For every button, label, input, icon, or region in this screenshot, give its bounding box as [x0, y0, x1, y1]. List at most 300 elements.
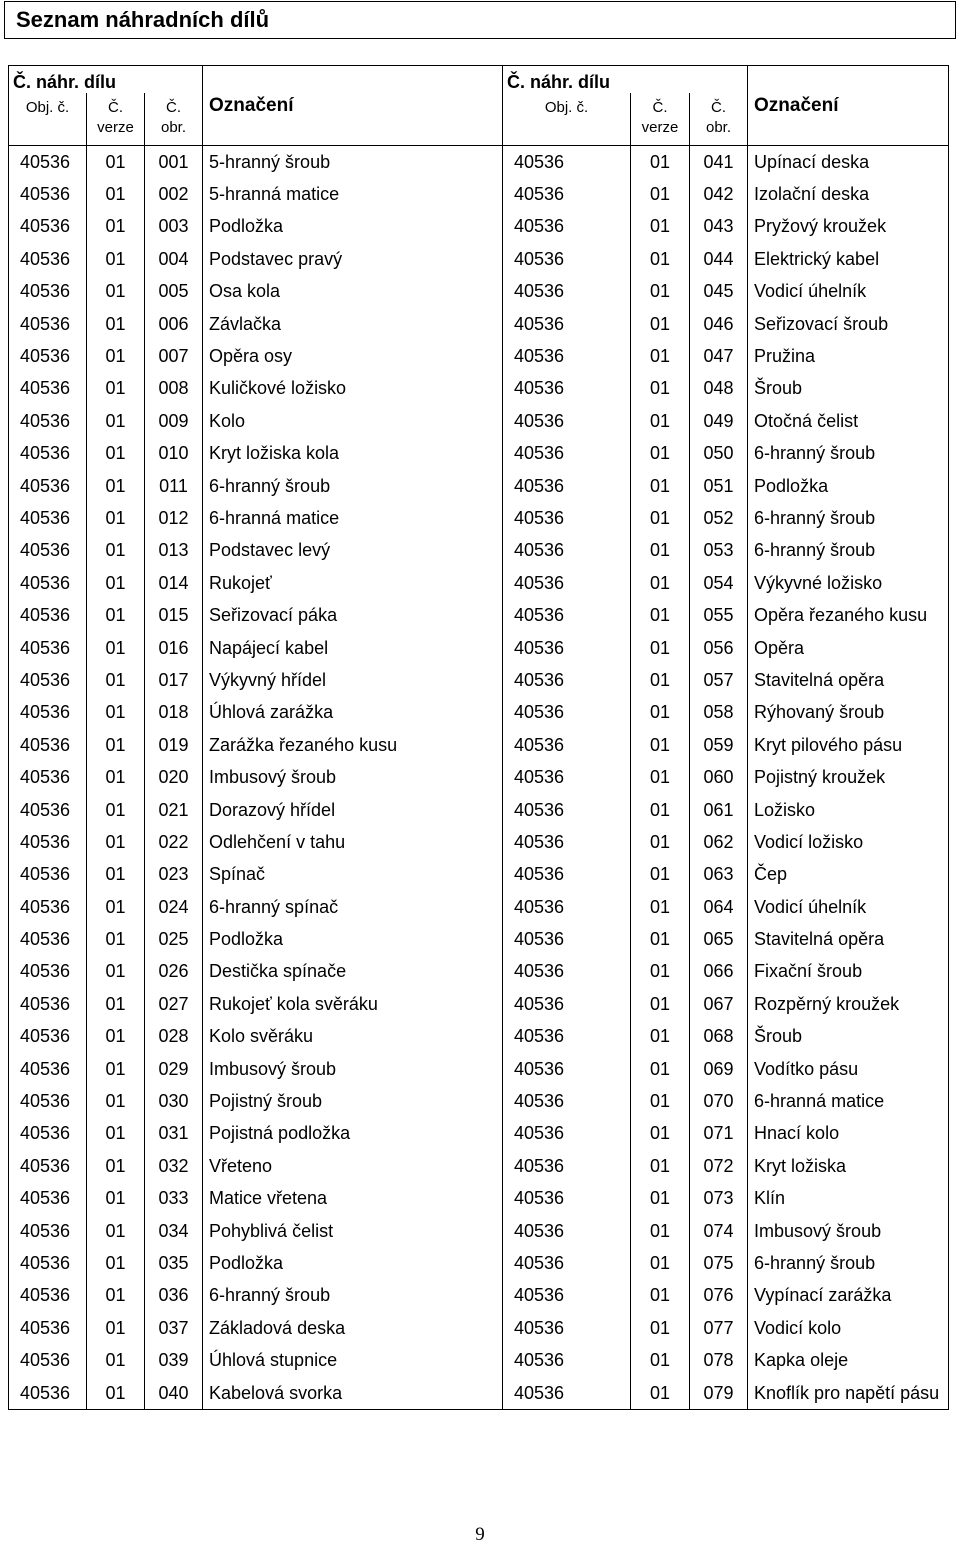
- part-obj-number: 40536: [9, 1183, 87, 1215]
- part-version: 01: [631, 178, 690, 210]
- part-name: 6-hranný šroub: [748, 502, 949, 534]
- part-figure-number: 016: [145, 632, 203, 664]
- part-figure-number: 027: [145, 988, 203, 1020]
- table-row: [9, 956, 949, 988]
- part-obj-number: 40536: [503, 373, 631, 405]
- part-obj-number: 40536: [9, 1118, 87, 1150]
- header-obj-left: Obj. č.: [9, 93, 87, 146]
- part-name: Seřizovací páka: [203, 599, 503, 631]
- part-figure-number: 030: [145, 1085, 203, 1117]
- part-figure-number: 019: [145, 729, 203, 761]
- part-version: 01: [631, 1021, 690, 1053]
- part-figure-number: 041: [690, 146, 748, 179]
- part-name: Čep: [748, 859, 949, 891]
- part-version: 01: [631, 1118, 690, 1150]
- part-figure-number: 045: [690, 276, 748, 308]
- part-figure-number: 056: [690, 632, 748, 664]
- part-name: Ložisko: [748, 794, 949, 826]
- part-figure-number: 078: [690, 1344, 748, 1376]
- part-obj-number: 40536: [9, 1312, 87, 1344]
- part-obj-number: 40536: [503, 535, 631, 567]
- header-name-right: Označení: [748, 66, 949, 146]
- part-figure-number: 008: [145, 373, 203, 405]
- part-obj-number: 40536: [503, 891, 631, 923]
- part-obj-number: 40536: [503, 1150, 631, 1182]
- part-version: 01: [631, 664, 690, 696]
- part-figure-number: 069: [690, 1053, 748, 1085]
- part-figure-number: 017: [145, 664, 203, 696]
- part-figure-number: 029: [145, 1053, 203, 1085]
- part-name: 6-hranný šroub: [748, 1247, 949, 1279]
- part-version: 01: [87, 470, 145, 502]
- part-obj-number: 40536: [503, 826, 631, 858]
- part-version: 01: [87, 1377, 145, 1410]
- part-obj-number: 40536: [503, 276, 631, 308]
- part-figure-number: 011: [145, 470, 203, 502]
- part-name: Rukojeť: [203, 567, 503, 599]
- table-row: [9, 729, 949, 761]
- part-figure-number: 001: [145, 146, 203, 179]
- part-figure-number: 071: [690, 1118, 748, 1150]
- part-figure-number: 076: [690, 1280, 748, 1312]
- part-obj-number: 40536: [9, 535, 87, 567]
- part-name: 6-hranný šroub: [748, 438, 949, 470]
- part-version: 01: [631, 243, 690, 275]
- part-obj-number: 40536: [503, 340, 631, 372]
- part-figure-number: 007: [145, 340, 203, 372]
- part-version: 01: [87, 859, 145, 891]
- table-row: [9, 340, 949, 372]
- part-name: Pojistná podložka: [203, 1118, 503, 1150]
- part-version: 01: [87, 243, 145, 275]
- part-name: 6-hranná matice: [203, 502, 503, 534]
- part-name: Imbusový šroub: [748, 1215, 949, 1247]
- page-title: Seznam náhradních dílů: [16, 7, 270, 32]
- part-name: Podložka: [748, 470, 949, 502]
- part-name: Vřeteno: [203, 1150, 503, 1182]
- part-obj-number: 40536: [9, 859, 87, 891]
- part-name: Elektrický kabel: [748, 243, 949, 275]
- part-name: 6-hranný šroub: [748, 535, 949, 567]
- part-name: Imbusový šroub: [203, 1053, 503, 1085]
- part-version: 01: [631, 891, 690, 923]
- part-name: Úhlová stupnice: [203, 1344, 503, 1376]
- part-obj-number: 40536: [9, 470, 87, 502]
- part-version: 01: [87, 1150, 145, 1182]
- part-version: 01: [87, 794, 145, 826]
- part-version: 01: [631, 470, 690, 502]
- part-obj-number: 40536: [503, 729, 631, 761]
- part-obj-number: 40536: [9, 1344, 87, 1376]
- part-name: Kryt ložiska kola: [203, 438, 503, 470]
- part-obj-number: 40536: [9, 567, 87, 599]
- part-figure-number: 065: [690, 923, 748, 955]
- page-number: 9: [475, 1524, 485, 1545]
- table-row: [9, 567, 949, 599]
- part-name: 6-hranný šroub: [203, 470, 503, 502]
- part-version: 01: [87, 438, 145, 470]
- part-obj-number: 40536: [9, 178, 87, 210]
- part-figure-number: 035: [145, 1247, 203, 1279]
- part-name: Šroub: [748, 373, 949, 405]
- table-row: [9, 826, 949, 858]
- part-figure-number: 044: [690, 243, 748, 275]
- part-obj-number: 40536: [9, 923, 87, 955]
- part-figure-number: 054: [690, 567, 748, 599]
- part-name: Napájecí kabel: [203, 632, 503, 664]
- part-figure-number: 051: [690, 470, 748, 502]
- part-name: Vodítko pásu: [748, 1053, 949, 1085]
- part-name: Rýhovaný šroub: [748, 697, 949, 729]
- part-version: 01: [87, 1312, 145, 1344]
- part-version: 01: [87, 567, 145, 599]
- part-name: Kolo: [203, 405, 503, 437]
- part-figure-number: 004: [145, 243, 203, 275]
- part-figure-number: 052: [690, 502, 748, 534]
- table-row: [9, 761, 949, 793]
- part-figure-number: 026: [145, 956, 203, 988]
- part-name: 5-hranná matice: [203, 178, 503, 210]
- part-obj-number: 40536: [503, 567, 631, 599]
- part-figure-number: 031: [145, 1118, 203, 1150]
- part-obj-number: 40536: [9, 1085, 87, 1117]
- part-figure-number: 046: [690, 308, 748, 340]
- part-version: 01: [87, 211, 145, 243]
- part-name: Podstavec levý: [203, 535, 503, 567]
- header-group-right: Č. náhr. dílu: [503, 66, 748, 94]
- part-obj-number: 40536: [9, 988, 87, 1020]
- part-obj-number: 40536: [503, 632, 631, 664]
- table-row: [9, 923, 949, 955]
- part-figure-number: 079: [690, 1377, 748, 1410]
- part-figure-number: 032: [145, 1150, 203, 1182]
- part-name: Podložka: [203, 211, 503, 243]
- part-name: 6-hranný spínač: [203, 891, 503, 923]
- part-version: 01: [631, 567, 690, 599]
- part-name: Vodicí úhelník: [748, 891, 949, 923]
- part-figure-number: 062: [690, 826, 748, 858]
- part-version: 01: [631, 405, 690, 437]
- part-figure-number: 024: [145, 891, 203, 923]
- part-version: 01: [631, 761, 690, 793]
- part-version: 01: [87, 1280, 145, 1312]
- part-obj-number: 40536: [9, 729, 87, 761]
- part-obj-number: 40536: [9, 826, 87, 858]
- part-figure-number: 049: [690, 405, 748, 437]
- part-name: Výkyvný hřídel: [203, 664, 503, 696]
- table-row: [9, 1053, 949, 1085]
- part-version: 01: [631, 1344, 690, 1376]
- part-figure-number: 010: [145, 438, 203, 470]
- part-figure-number: 040: [145, 1377, 203, 1410]
- part-obj-number: 40536: [9, 502, 87, 534]
- part-obj-number: 40536: [9, 1021, 87, 1053]
- part-version: 01: [87, 373, 145, 405]
- part-version: 01: [631, 956, 690, 988]
- part-name: Stavitelná opěra: [748, 664, 949, 696]
- part-obj-number: 40536: [503, 502, 631, 534]
- part-figure-number: 055: [690, 599, 748, 631]
- part-obj-number: 40536: [9, 1280, 87, 1312]
- part-name: Seřizovací šroub: [748, 308, 949, 340]
- part-obj-number: 40536: [503, 178, 631, 210]
- part-version: 01: [87, 1118, 145, 1150]
- part-version: 01: [631, 535, 690, 567]
- part-obj-number: 40536: [9, 308, 87, 340]
- table-row: [9, 988, 949, 1020]
- part-obj-number: 40536: [503, 956, 631, 988]
- table-row: [9, 178, 949, 210]
- part-obj-number: 40536: [9, 146, 87, 179]
- part-obj-number: 40536: [503, 1247, 631, 1279]
- part-name: Šroub: [748, 1021, 949, 1053]
- part-figure-number: 018: [145, 697, 203, 729]
- part-figure-number: 023: [145, 859, 203, 891]
- part-obj-number: 40536: [503, 211, 631, 243]
- part-figure-number: 050: [690, 438, 748, 470]
- part-obj-number: 40536: [503, 1118, 631, 1150]
- part-obj-number: 40536: [503, 794, 631, 826]
- part-name: Pryžový kroužek: [748, 211, 949, 243]
- part-version: 01: [87, 891, 145, 923]
- part-obj-number: 40536: [503, 438, 631, 470]
- table-row: [9, 1312, 949, 1344]
- part-version: 01: [631, 1183, 690, 1215]
- part-version: 01: [87, 1085, 145, 1117]
- part-obj-number: 40536: [9, 1053, 87, 1085]
- part-obj-number: 40536: [503, 146, 631, 179]
- part-figure-number: 074: [690, 1215, 748, 1247]
- part-name: Kuličkové ložisko: [203, 373, 503, 405]
- part-version: 01: [631, 340, 690, 372]
- table-row: [9, 146, 949, 179]
- table-row: [9, 373, 949, 405]
- part-version: 01: [87, 664, 145, 696]
- table-row: [9, 891, 949, 923]
- part-obj-number: 40536: [503, 1053, 631, 1085]
- part-obj-number: 40536: [503, 859, 631, 891]
- part-obj-number: 40536: [503, 1021, 631, 1053]
- part-figure-number: 002: [145, 178, 203, 210]
- part-obj-number: 40536: [9, 211, 87, 243]
- part-obj-number: 40536: [503, 1280, 631, 1312]
- part-obj-number: 40536: [9, 761, 87, 793]
- part-version: 01: [631, 1247, 690, 1279]
- part-name: Pojistný kroužek: [748, 761, 949, 793]
- parts-table: [8, 65, 949, 1410]
- part-obj-number: 40536: [9, 794, 87, 826]
- part-name: Podstavec pravý: [203, 243, 503, 275]
- part-version: 01: [87, 535, 145, 567]
- part-figure-number: 057: [690, 664, 748, 696]
- header-obr-left: Č. obr.: [145, 93, 203, 146]
- part-figure-number: 020: [145, 761, 203, 793]
- part-name: Podložka: [203, 923, 503, 955]
- table-row: [9, 1085, 949, 1117]
- table-row: [9, 502, 949, 534]
- part-version: 01: [631, 373, 690, 405]
- part-version: 01: [631, 859, 690, 891]
- part-version: 01: [631, 1150, 690, 1182]
- part-name: Úhlová zarážka: [203, 697, 503, 729]
- part-name: Otočná čelist: [748, 405, 949, 437]
- part-version: 01: [87, 599, 145, 631]
- part-name: Upínací deska: [748, 146, 949, 179]
- part-name: Rukojeť kola svěráku: [203, 988, 503, 1020]
- part-version: 01: [631, 632, 690, 664]
- part-name: Kolo svěráku: [203, 1021, 503, 1053]
- part-figure-number: 070: [690, 1085, 748, 1117]
- part-figure-number: 053: [690, 535, 748, 567]
- part-obj-number: 40536: [503, 308, 631, 340]
- part-name: Fixační šroub: [748, 956, 949, 988]
- part-version: 01: [631, 729, 690, 761]
- table-row: [9, 859, 949, 891]
- part-version: 01: [87, 1215, 145, 1247]
- part-figure-number: 015: [145, 599, 203, 631]
- part-figure-number: 021: [145, 794, 203, 826]
- part-version: 01: [631, 438, 690, 470]
- part-name: Matice vřetena: [203, 1183, 503, 1215]
- table-row: [9, 405, 949, 437]
- part-version: 01: [631, 923, 690, 955]
- part-version: 01: [631, 794, 690, 826]
- part-obj-number: 40536: [503, 1312, 631, 1344]
- part-obj-number: 40536: [503, 243, 631, 275]
- part-version: 01: [631, 988, 690, 1020]
- part-name: Pojistný šroub: [203, 1085, 503, 1117]
- part-figure-number: 005: [145, 276, 203, 308]
- header-group-left: Č. náhr. dílu: [9, 66, 203, 94]
- part-version: 01: [631, 146, 690, 179]
- part-version: 01: [87, 956, 145, 988]
- part-obj-number: 40536: [503, 405, 631, 437]
- part-version: 01: [87, 146, 145, 179]
- part-figure-number: 066: [690, 956, 748, 988]
- part-figure-number: 039: [145, 1344, 203, 1376]
- part-name: Závlačka: [203, 308, 503, 340]
- part-name: Pohyblivá čelist: [203, 1215, 503, 1247]
- part-figure-number: 058: [690, 697, 748, 729]
- part-version: 01: [87, 923, 145, 955]
- part-obj-number: 40536: [9, 373, 87, 405]
- part-version: 01: [87, 340, 145, 372]
- part-obj-number: 40536: [503, 988, 631, 1020]
- part-version: 01: [87, 1183, 145, 1215]
- part-name: Kryt pilového pásu: [748, 729, 949, 761]
- part-obj-number: 40536: [9, 664, 87, 696]
- table-row: [9, 308, 949, 340]
- part-obj-number: 40536: [503, 1215, 631, 1247]
- part-name: Kryt ložiska: [748, 1150, 949, 1182]
- part-version: 01: [631, 1053, 690, 1085]
- part-figure-number: 022: [145, 826, 203, 858]
- part-name: Klín: [748, 1183, 949, 1215]
- part-figure-number: 063: [690, 859, 748, 891]
- part-figure-number: 067: [690, 988, 748, 1020]
- part-version: 01: [87, 1344, 145, 1376]
- part-obj-number: 40536: [9, 1247, 87, 1279]
- part-figure-number: 047: [690, 340, 748, 372]
- part-name: Hnací kolo: [748, 1118, 949, 1150]
- header-obr-right: Č. obr.: [690, 93, 748, 146]
- table-row: [9, 1247, 949, 1279]
- table-row: [9, 1021, 949, 1053]
- title-box: [4, 1, 956, 39]
- part-obj-number: 40536: [9, 276, 87, 308]
- part-name: Základová deska: [203, 1312, 503, 1344]
- part-obj-number: 40536: [503, 1183, 631, 1215]
- part-obj-number: 40536: [9, 340, 87, 372]
- part-name: Kapka oleje: [748, 1344, 949, 1376]
- part-version: 01: [87, 632, 145, 664]
- part-name: Pružina: [748, 340, 949, 372]
- part-figure-number: 061: [690, 794, 748, 826]
- table-row: [9, 1377, 949, 1410]
- table-row: [9, 1118, 949, 1150]
- part-name: Stavitelná opěra: [748, 923, 949, 955]
- part-name: Vodicí úhelník: [748, 276, 949, 308]
- part-obj-number: 40536: [9, 1215, 87, 1247]
- part-version: 01: [87, 178, 145, 210]
- part-figure-number: 037: [145, 1312, 203, 1344]
- part-name: Imbusový šroub: [203, 761, 503, 793]
- table-row: [9, 470, 949, 502]
- header-verze-right: Č. verze: [631, 93, 690, 146]
- part-figure-number: 068: [690, 1021, 748, 1053]
- part-figure-number: 028: [145, 1021, 203, 1053]
- part-figure-number: 033: [145, 1183, 203, 1215]
- part-name: Rozpěrný kroužek: [748, 988, 949, 1020]
- part-name: Dorazový hřídel: [203, 794, 503, 826]
- part-name: Spínač: [203, 859, 503, 891]
- header-name-left: Označení: [203, 66, 503, 146]
- header-obj-right: Obj. č.: [503, 93, 631, 146]
- part-version: 01: [631, 1280, 690, 1312]
- part-version: 01: [87, 1053, 145, 1085]
- part-name: Odlehčení v tahu: [203, 826, 503, 858]
- table-row: [9, 1215, 949, 1247]
- part-version: 01: [631, 1215, 690, 1247]
- part-figure-number: 003: [145, 211, 203, 243]
- table-row: [9, 276, 949, 308]
- table-row: [9, 211, 949, 243]
- part-obj-number: 40536: [9, 599, 87, 631]
- part-name: 6-hranný šroub: [203, 1280, 503, 1312]
- part-name: Výkyvné ložisko: [748, 567, 949, 599]
- part-version: 01: [87, 988, 145, 1020]
- part-figure-number: 064: [690, 891, 748, 923]
- part-figure-number: 012: [145, 502, 203, 534]
- part-figure-number: 059: [690, 729, 748, 761]
- table-row: [9, 438, 949, 470]
- header-verze-left: Č. verze: [87, 93, 145, 146]
- part-name: Osa kola: [203, 276, 503, 308]
- part-obj-number: 40536: [503, 664, 631, 696]
- part-version: 01: [87, 697, 145, 729]
- table-row: [9, 599, 949, 631]
- part-figure-number: 042: [690, 178, 748, 210]
- part-version: 01: [631, 826, 690, 858]
- part-obj-number: 40536: [9, 891, 87, 923]
- part-version: 01: [87, 1247, 145, 1279]
- table-row: [9, 697, 949, 729]
- part-name: Opěra: [748, 632, 949, 664]
- part-figure-number: 013: [145, 535, 203, 567]
- part-name: Vodicí ložisko: [748, 826, 949, 858]
- part-name: Opěra osy: [203, 340, 503, 372]
- part-version: 01: [87, 761, 145, 793]
